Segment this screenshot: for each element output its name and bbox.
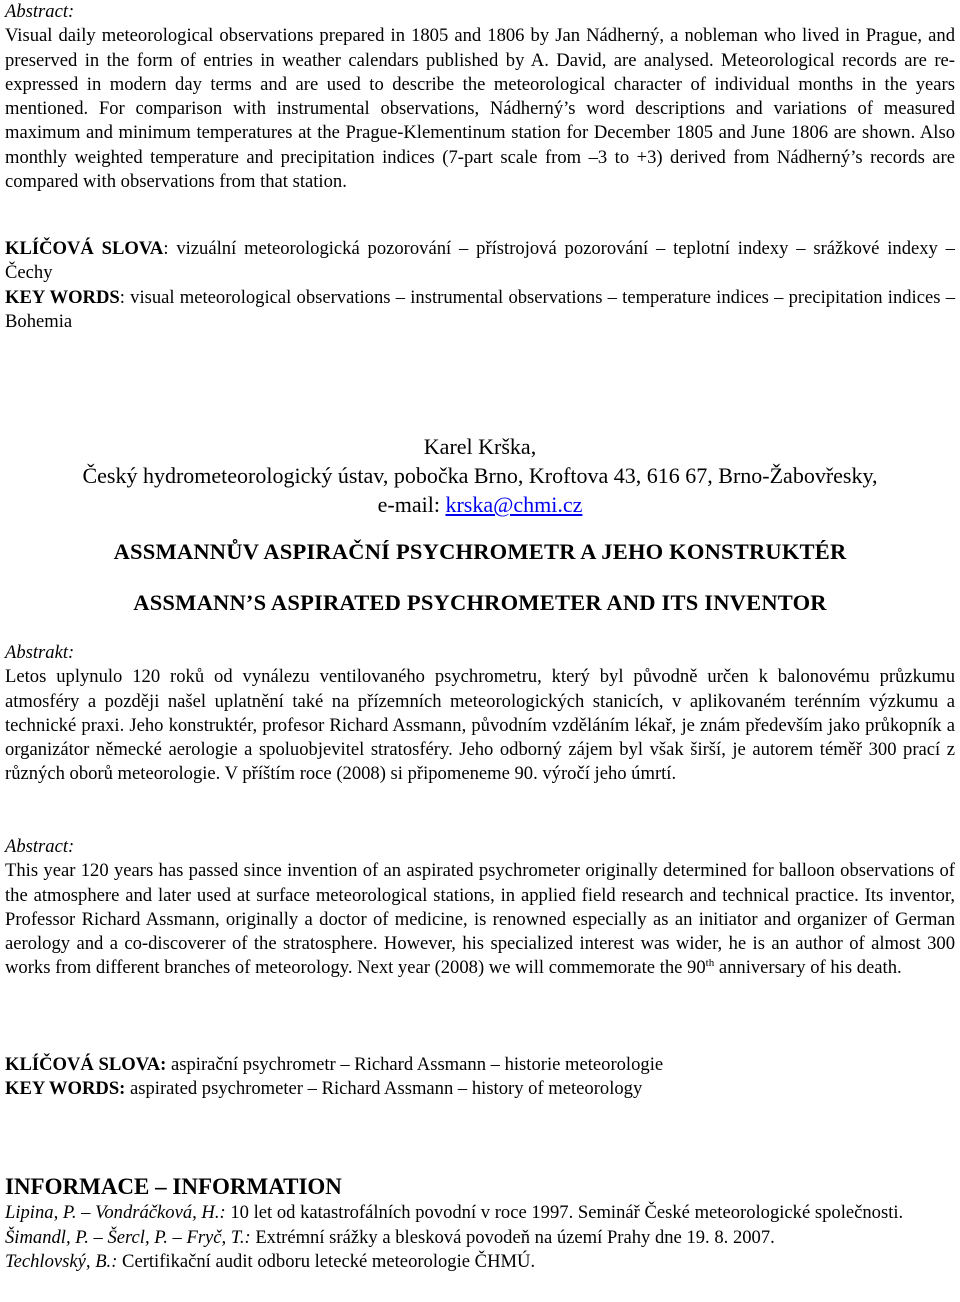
keywords2-cz-label: KLÍČOVÁ SLOVA: — [5, 1054, 167, 1075]
keywords2-en — [5, 1077, 955, 1101]
keywords-en-label: KEY WORDS — [5, 286, 120, 308]
keywords-cz-label: KLÍČOVÁ SLOVA — [5, 238, 164, 259]
article-abstract-label: Abstract: — [5, 836, 75, 857]
abstract-label: Abstract: — [5, 1, 75, 22]
abstrakt-text: Letos uplynulo 120 roků od vynálezu ventilovaného psychrometru, který byl původně určen k balonovému průzkumu atmosféry a později našel uplatnění také na přízemních meteorologických stanicích, v aplikovaném terénním výzkumu a technické praxi. Jeho konstruktér, profesor Richard Assmann, původním vzděláním lékař, je znám především jako průkopník a organizátor německé aerologie a spoluobjevitel stratosféry. Jeho odborný zájem byl však širší, je autorem téměř 300 prací z různých oborů meteorologie. V příštím roce (2008) si připomeneme 90. výročí jeho úmrtí. — [5, 666, 955, 785]
keywords2-cz — [5, 1053, 955, 1077]
article-abstract-section — [5, 835, 955, 981]
keywords2-cz-text: aspirační psychrometr – Richard Assmann – historie meteorologie — [166, 1054, 664, 1075]
prior-abstract-section — [5, 0, 955, 194]
keywords2-en-label: KEY WORDS: — [5, 1078, 126, 1100]
abstrakt-label: Abstrakt: — [5, 642, 75, 663]
info-item — [5, 1201, 955, 1225]
info-item-authors: Lipina, P. – Vondráčková, H.: — [5, 1202, 226, 1224]
abstrakt-section — [5, 641, 955, 787]
abstract-text: Visual daily meteorological observations prepared in 1805 and 1806 by Jan Nádherný, a nobleman who lived in Prague, and preserved in the form of entries in weather calendars published by A. David, are analysed. Meteorological records are re-expressed in modern day terms and are used to describe the meteorological character of individual months in the years mentioned. For comparison with instrumental observations, Nádherný’s word descriptions and variations of measured maximum and minimum temperatures at the Prague-Klementinum station for December 1805 and June 1806 are shown. Also monthly weighted temperature and precipitation indices (7-part scale from –3 to +3) derived from Nádherný’s records are compared with observations from that station. — [5, 25, 955, 193]
title-cz-wrap — [5, 540, 955, 564]
article-abstract-text — [5, 859, 955, 980]
information-section — [5, 1175, 955, 1274]
info-item — [5, 1250, 955, 1274]
ordinal-suffix: th — [705, 957, 715, 970]
information-heading: INFORMACE – INFORMATION — [5, 1174, 342, 1199]
article-abstract-main: This year 120 years has passed since invention of an aspirated psychrometer originally determined for balloon observations of the atmosphere and later used at surface meteorological stations, in applied field research and technical practice. Its inventor, Professor Richard Assmann, originally a doctor of medicine, is renowned especially as an initiator and organizer of German aerology and a co-discoverer of the stratosphere. However, his specialized interest was wider, he is an author of almost 300 works from different branches of meteorology. Next year (2008) we will commemorate the 90 — [5, 860, 955, 979]
keywords-en-text: : visual meteorological observations – instrumental observations – temperature indices – precipitation indices – Bohemia — [5, 286, 955, 332]
email-link[interactable]: krska@chmi.cz — [445, 492, 583, 517]
keywords-cz-text: : vizuální meteorologická pozorování – přístrojová pozorování – teplotní indexy – srážkové indexy – Čechy — [5, 238, 955, 284]
article-abstract-tail: anniversary of his death. — [714, 957, 902, 979]
info-item — [5, 1226, 955, 1250]
author-email-line — [5, 490, 955, 519]
title-en-wrap — [5, 591, 955, 615]
keywords-en — [5, 286, 955, 335]
keywords-cz — [5, 237, 955, 286]
author-block — [5, 432, 955, 519]
info-item-text: 10 let od katastrofálních povodní v roce 1997. Seminář České meteorologické společnosti. — [225, 1202, 904, 1224]
keywords-section-2 — [5, 1053, 955, 1102]
info-item-text: Certifikační audit odboru letecké meteorologie ČHMÚ. — [117, 1250, 536, 1272]
info-item-authors: Šimandl, P. – Šercl, P. – Fryč, T.: — [5, 1226, 251, 1248]
info-item-authors: Techlovský, B.: — [5, 1250, 118, 1272]
info-item-text: Extrémní srážky a blesková povodeň na území Prahy dne 19. 8. 2007. — [250, 1226, 775, 1248]
email-label: e-mail: — [377, 492, 446, 517]
author-affiliation: Český hydrometeorologický ústav, pobočka Brno, Kroftova 43, 616 67, Brno-Žabovřesky, — [82, 463, 878, 488]
article-title-cz: ASSMANNŮV ASPIRAČNÍ PSYCHROMETR A JEHO KONSTRUKTÉR — [113, 539, 847, 564]
author-name: Karel Krška, — [423, 434, 537, 459]
article-title-en: ASSMANN’S ASPIRATED PSYCHROMETER AND ITS INVENTOR — [133, 590, 827, 615]
keywords2-en-text: aspirated psychrometer – Richard Assmann – history of meteorology — [125, 1078, 643, 1100]
keywords-section-1 — [5, 237, 955, 334]
